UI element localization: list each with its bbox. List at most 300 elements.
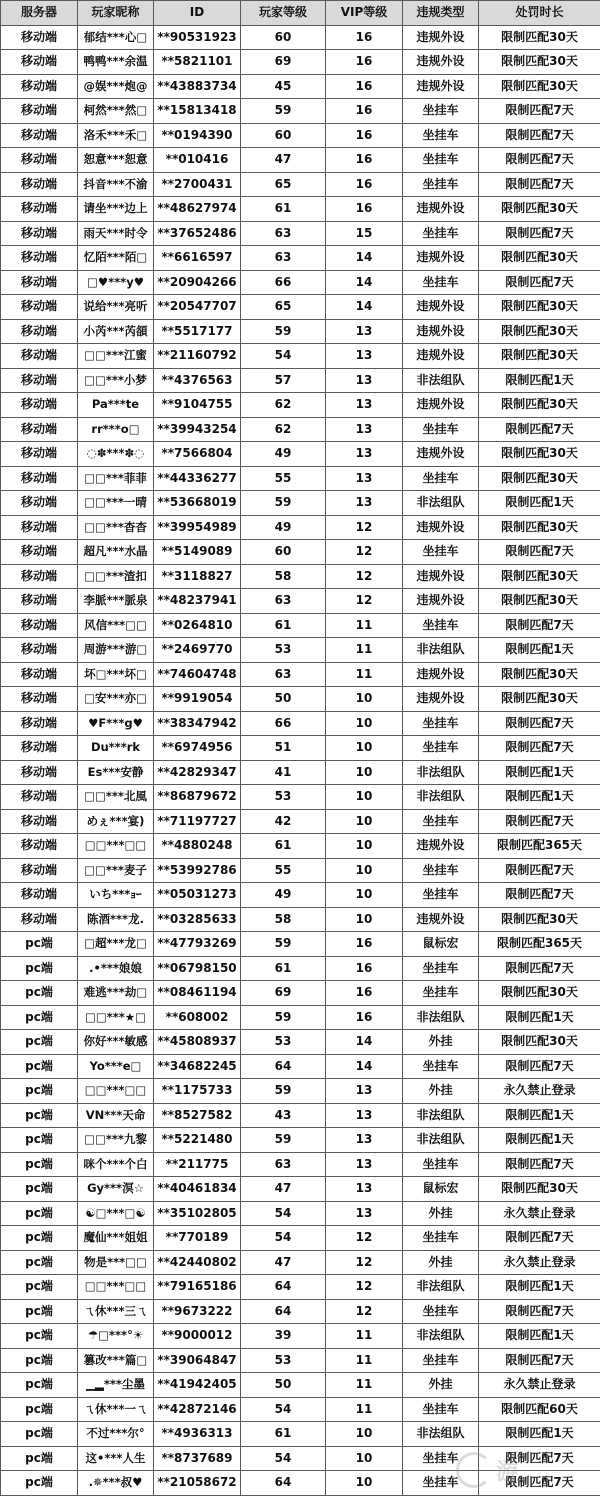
cell-vip-level: 10	[326, 687, 403, 712]
table-row	[1, 1299, 600, 1324]
cell-nickname: 小芮***芮頟	[78, 319, 154, 344]
cell-id: **5221480	[154, 1128, 241, 1153]
table-row	[1, 1226, 600, 1251]
cell-violation-type: 外挂	[403, 1079, 479, 1104]
cell-player-level: 61	[241, 956, 326, 981]
cell-penalty-duration: 限制匹配7天	[479, 417, 600, 442]
cell-id: **0194390	[154, 123, 241, 148]
cell-server: 移动端	[1, 25, 78, 50]
cell-vip-level: 11	[326, 662, 403, 687]
cell-id: **2469770	[154, 638, 241, 663]
cell-id: **90531923	[154, 25, 241, 50]
watermark-text: 游	[496, 1459, 519, 1485]
cell-vip-level: 11	[326, 1324, 403, 1349]
cell-vip-level: 12	[326, 564, 403, 589]
cell-vip-level: 12	[326, 515, 403, 540]
cell-id: **06798150	[154, 956, 241, 981]
cell-violation-type: 违规外设	[403, 295, 479, 320]
table-row	[1, 1471, 600, 1496]
cell-violation-type: 坐挂车	[403, 417, 479, 442]
cell-server: pc端	[1, 1250, 78, 1275]
cell-player-level: 58	[241, 907, 326, 932]
cell-server: 移动端	[1, 74, 78, 99]
table-row	[1, 613, 600, 638]
cell-vip-level: 15	[326, 221, 403, 246]
cell-nickname: 篡改***篇□	[78, 1348, 154, 1373]
cell-violation-type: 坐挂车	[403, 123, 479, 148]
cell-server: 移动端	[1, 491, 78, 516]
cell-violation-type: 坐挂车	[403, 99, 479, 124]
cell-id: **5149089	[154, 540, 241, 565]
cell-id: **2700431	[154, 172, 241, 197]
cell-player-level: 53	[241, 1348, 326, 1373]
cell-violation-type: 坐挂车	[403, 1226, 479, 1251]
cell-violation-type: 坐挂车	[403, 172, 479, 197]
cell-penalty-duration: 限制匹配1天	[479, 491, 600, 516]
cell-penalty-duration: 限制匹配7天	[479, 148, 600, 173]
cell-violation-type: 违规外设	[403, 687, 479, 712]
cell-id: **6974956	[154, 736, 241, 761]
cell-penalty-duration: 限制匹配30天	[479, 687, 600, 712]
cell-player-level: 63	[241, 221, 326, 246]
cell-penalty-duration: 限制匹配1天	[479, 1005, 600, 1030]
cell-server: pc端	[1, 1054, 78, 1079]
table-row	[1, 1005, 600, 1030]
cell-player-level: 60	[241, 540, 326, 565]
cell-penalty-duration: 限制匹配7天	[479, 540, 600, 565]
header-id: ID	[154, 1, 241, 26]
cell-violation-type: 违规外设	[403, 197, 479, 222]
cell-penalty-duration: 限制匹配30天	[479, 981, 600, 1006]
cell-player-level: 58	[241, 564, 326, 589]
cell-player-level: 59	[241, 491, 326, 516]
cell-nickname: 鸭鸭***余温	[78, 50, 154, 75]
cell-nickname: Gy***溟☆	[78, 1177, 154, 1202]
cell-violation-type: 外挂	[403, 1373, 479, 1398]
cell-id: **53668019	[154, 491, 241, 516]
cell-violation-type: 违规外设	[403, 74, 479, 99]
cell-violation-type: 坐挂车	[403, 1471, 479, 1496]
cell-nickname: □□***杳杳	[78, 515, 154, 540]
cell-id: **9919054	[154, 687, 241, 712]
cell-penalty-duration: 永久禁止登录	[479, 1201, 600, 1226]
cell-id: **211775	[154, 1152, 241, 1177]
cell-violation-type: 非法组队	[403, 1005, 479, 1030]
cell-violation-type: 外挂	[403, 1201, 479, 1226]
table-row	[1, 932, 600, 957]
cell-penalty-duration: 限制匹配365天	[479, 932, 600, 957]
table-row	[1, 442, 600, 467]
cell-server: 移动端	[1, 368, 78, 393]
cell-violation-type: 坐挂车	[403, 1054, 479, 1079]
cell-violation-type: 违规外设	[403, 589, 479, 614]
cell-violation-type: 非法组队	[403, 491, 479, 516]
cell-id: **08461194	[154, 981, 241, 1006]
cell-server: 移动端	[1, 466, 78, 491]
cell-vip-level: 10	[326, 736, 403, 761]
cell-player-level: 54	[241, 1201, 326, 1226]
cell-vip-level: 13	[326, 1201, 403, 1226]
cell-penalty-duration: 限制匹配7天	[479, 1446, 600, 1471]
cell-penalty-duration: 限制匹配7天	[479, 736, 600, 761]
cell-nickname: Yo***e□	[78, 1054, 154, 1079]
cell-id: **74604748	[154, 662, 241, 687]
cell-player-level: 61	[241, 1422, 326, 1447]
cell-vip-level: 16	[326, 25, 403, 50]
cell-id: **37652486	[154, 221, 241, 246]
table-row	[1, 956, 600, 981]
cell-id: **42872146	[154, 1397, 241, 1422]
cell-server: 移动端	[1, 613, 78, 638]
cell-nickname: □安***亦□	[78, 687, 154, 712]
cell-violation-type: 坐挂车	[403, 858, 479, 883]
table-row	[1, 858, 600, 883]
cell-player-level: 61	[241, 613, 326, 638]
cell-violation-type: 鼠标宏	[403, 932, 479, 957]
cell-player-level: 62	[241, 417, 326, 442]
cell-player-level: 63	[241, 246, 326, 271]
cell-penalty-duration: 限制匹配7天	[479, 1299, 600, 1324]
cell-server: 移动端	[1, 736, 78, 761]
cell-violation-type: 违规外设	[403, 344, 479, 369]
cell-player-level: 69	[241, 50, 326, 75]
cell-violation-type: 坐挂车	[403, 1446, 479, 1471]
cell-server: 移动端	[1, 172, 78, 197]
cell-player-level: 57	[241, 368, 326, 393]
cell-nickname: ◌✽***✽◌	[78, 442, 154, 467]
cell-violation-type: 违规外设	[403, 25, 479, 50]
cell-server: pc端	[1, 1373, 78, 1398]
cell-vip-level: 13	[326, 417, 403, 442]
cell-vip-level: 16	[326, 123, 403, 148]
cell-violation-type: 非法组队	[403, 368, 479, 393]
cell-nickname: 周游***游□	[78, 638, 154, 663]
cell-player-level: 55	[241, 858, 326, 883]
cell-server: pc端	[1, 932, 78, 957]
table-row	[1, 540, 600, 565]
cell-id: **53992786	[154, 858, 241, 883]
cell-nickname: □□***江蜜	[78, 344, 154, 369]
cell-server: pc端	[1, 1446, 78, 1471]
cell-penalty-duration: 限制匹配7天	[479, 1471, 600, 1496]
cell-id: **43883734	[154, 74, 241, 99]
cell-violation-type: 坐挂车	[403, 270, 479, 295]
cell-penalty-duration: 限制匹配1天	[479, 1103, 600, 1128]
cell-player-level: 64	[241, 1275, 326, 1300]
cell-penalty-duration: 限制匹配1天	[479, 760, 600, 785]
cell-vip-level: 12	[326, 1299, 403, 1324]
cell-vip-level: 13	[326, 1152, 403, 1177]
table-row	[1, 907, 600, 932]
cell-violation-type: 违规外设	[403, 319, 479, 344]
cell-id: **9673222	[154, 1299, 241, 1324]
cell-server: 移动端	[1, 540, 78, 565]
table-row	[1, 344, 600, 369]
cell-id: **010416	[154, 148, 241, 173]
cell-nickname: 陈酒***龙.	[78, 907, 154, 932]
cell-violation-type: 违规外设	[403, 564, 479, 589]
cell-vip-level: 14	[326, 246, 403, 271]
cell-id: **34682245	[154, 1054, 241, 1079]
table-row	[1, 785, 600, 810]
cell-penalty-duration: 限制匹配1天	[479, 638, 600, 663]
table-row	[1, 417, 600, 442]
table-row	[1, 1348, 600, 1373]
header-vip-level: VIP等级	[326, 1, 403, 26]
cell-penalty-duration: 限制匹配7天	[479, 123, 600, 148]
cell-nickname: めぇ***宴)	[78, 809, 154, 834]
table-row	[1, 1103, 600, 1128]
cell-nickname: ㄟ休***三ㄟ	[78, 1299, 154, 1324]
header-player-level: 玩家等级	[241, 1, 326, 26]
cell-player-level: 66	[241, 270, 326, 295]
cell-id: **0264810	[154, 613, 241, 638]
cell-player-level: 64	[241, 1299, 326, 1324]
cell-vip-level: 10	[326, 834, 403, 859]
cell-nickname: □□***□□	[78, 1079, 154, 1104]
cell-server: pc端	[1, 1397, 78, 1422]
cell-penalty-duration: 限制匹配7天	[479, 1054, 600, 1079]
cell-id: **21160792	[154, 344, 241, 369]
cell-id: **21058672	[154, 1471, 241, 1496]
cell-nickname: いち***ｮｰ	[78, 883, 154, 908]
cell-player-level: 60	[241, 25, 326, 50]
cell-vip-level: 10	[326, 858, 403, 883]
cell-penalty-duration: 限制匹配7天	[479, 270, 600, 295]
table-row	[1, 368, 600, 393]
cell-player-level: 41	[241, 760, 326, 785]
cell-player-level: 49	[241, 442, 326, 467]
cell-nickname: Pa***te	[78, 393, 154, 418]
cell-penalty-duration: 限制匹配30天	[479, 442, 600, 467]
cell-violation-type: 非法组队	[403, 1422, 479, 1447]
cell-server: 移动端	[1, 123, 78, 148]
cell-penalty-duration: 限制匹配1天	[479, 785, 600, 810]
cell-nickname: 风信***□□	[78, 613, 154, 638]
cell-nickname: rr***o□	[78, 417, 154, 442]
cell-nickname: □□***□□	[78, 1275, 154, 1300]
cell-id: **8527582	[154, 1103, 241, 1128]
cell-player-level: 62	[241, 393, 326, 418]
cell-id: **9000012	[154, 1324, 241, 1349]
cell-nickname: 魔仙***姐姐	[78, 1226, 154, 1251]
cell-player-level: 54	[241, 344, 326, 369]
cell-player-level: 51	[241, 736, 326, 761]
cell-violation-type: 坐挂车	[403, 809, 479, 834]
cell-violation-type: 坐挂车	[403, 1397, 479, 1422]
cell-nickname: Es***安静	[78, 760, 154, 785]
cell-player-level: 47	[241, 148, 326, 173]
cell-id: **44336277	[154, 466, 241, 491]
cell-vip-level: 10	[326, 1446, 403, 1471]
cell-id: **79165186	[154, 1275, 241, 1300]
cell-player-level: 49	[241, 515, 326, 540]
cell-penalty-duration: 限制匹配30天	[479, 589, 600, 614]
cell-player-level: 53	[241, 1030, 326, 1055]
cell-penalty-duration: 限制匹配30天	[479, 515, 600, 540]
table-row	[1, 123, 600, 148]
cell-server: pc端	[1, 1422, 78, 1447]
cell-penalty-duration: 限制匹配30天	[479, 344, 600, 369]
table-row	[1, 1422, 600, 1447]
cell-server: 移动端	[1, 809, 78, 834]
table-row	[1, 1152, 600, 1177]
table-row	[1, 687, 600, 712]
cell-penalty-duration: 限制匹配30天	[479, 50, 600, 75]
cell-penalty-duration: 限制匹配7天	[479, 711, 600, 736]
cell-vip-level: 16	[326, 99, 403, 124]
cell-vip-level: 14	[326, 1054, 403, 1079]
cell-violation-type: 外挂	[403, 1030, 479, 1055]
cell-penalty-duration: 限制匹配1天	[479, 1422, 600, 1447]
cell-vip-level: 14	[326, 270, 403, 295]
cell-violation-type: 非法组队	[403, 1324, 479, 1349]
table-row	[1, 1177, 600, 1202]
cell-player-level: 59	[241, 932, 326, 957]
cell-vip-level: 13	[326, 1177, 403, 1202]
cell-server: 移动端	[1, 246, 78, 271]
cell-player-level: 47	[241, 1177, 326, 1202]
cell-server: pc端	[1, 1324, 78, 1349]
cell-vip-level: 10	[326, 907, 403, 932]
cell-nickname: 李脈***脈泉	[78, 589, 154, 614]
cell-violation-type: 非法组队	[403, 760, 479, 785]
cell-penalty-duration: 永久禁止登录	[479, 1250, 600, 1275]
cell-vip-level: 10	[326, 883, 403, 908]
cell-server: pc端	[1, 1030, 78, 1055]
table-row	[1, 221, 600, 246]
header-server: 服务器	[1, 1, 78, 26]
cell-server: pc端	[1, 1275, 78, 1300]
table-row	[1, 1128, 600, 1153]
table-row	[1, 662, 600, 687]
cell-penalty-duration: 限制匹配30天	[479, 907, 600, 932]
cell-server: 移动端	[1, 907, 78, 932]
cell-id: **7566804	[154, 442, 241, 467]
cell-nickname: □□***★□	[78, 1005, 154, 1030]
cell-violation-type: 坐挂车	[403, 221, 479, 246]
cell-penalty-duration: 限制匹配365天	[479, 834, 600, 859]
cell-id: **3118827	[154, 564, 241, 589]
cell-penalty-duration: 限制匹配30天	[479, 564, 600, 589]
table-row	[1, 1201, 600, 1226]
cell-violation-type: 违规外设	[403, 393, 479, 418]
cell-nickname: 抖音***不渝	[78, 172, 154, 197]
header-violation-type: 违规类型	[403, 1, 479, 26]
cell-violation-type: 非法组队	[403, 638, 479, 663]
header-row	[1, 1, 600, 26]
cell-id: **39064847	[154, 1348, 241, 1373]
cell-server: 移动端	[1, 883, 78, 908]
cell-id: **15813418	[154, 99, 241, 124]
cell-server: pc端	[1, 1079, 78, 1104]
table-row	[1, 1324, 600, 1349]
table-row	[1, 1275, 600, 1300]
cell-nickname: @娱***炮@	[78, 74, 154, 99]
table-row	[1, 319, 600, 344]
cell-player-level: 59	[241, 1128, 326, 1153]
table-row	[1, 99, 600, 124]
cell-penalty-duration: 限制匹配7天	[479, 613, 600, 638]
cell-vip-level: 13	[326, 1079, 403, 1104]
cell-vip-level: 13	[326, 466, 403, 491]
cell-violation-type: 坐挂车	[403, 540, 479, 565]
cell-server: pc端	[1, 1201, 78, 1226]
cell-penalty-duration: 限制匹配30天	[479, 25, 600, 50]
cell-vip-level: 13	[326, 1103, 403, 1128]
cell-nickname: □□***菲菲	[78, 466, 154, 491]
cell-vip-level: 13	[326, 1128, 403, 1153]
cell-nickname: ▁▂***尘墨	[78, 1373, 154, 1398]
cell-id: **5821101	[154, 50, 241, 75]
table-body	[1, 25, 600, 1495]
cell-vip-level: 11	[326, 638, 403, 663]
cell-player-level: 66	[241, 711, 326, 736]
cell-server: pc端	[1, 1128, 78, 1153]
table-row	[1, 148, 600, 173]
cell-id: **4376563	[154, 368, 241, 393]
cell-nickname: 难逃***劫□	[78, 981, 154, 1006]
cell-id: **20904266	[154, 270, 241, 295]
table-row	[1, 393, 600, 418]
cell-player-level: 55	[241, 466, 326, 491]
cell-vip-level: 11	[326, 1348, 403, 1373]
cell-vip-level: 16	[326, 932, 403, 957]
cell-player-level: 45	[241, 74, 326, 99]
table-row	[1, 246, 600, 271]
table-row	[1, 74, 600, 99]
cell-vip-level: 16	[326, 197, 403, 222]
cell-violation-type: 违规外设	[403, 834, 479, 859]
cell-player-level: 59	[241, 99, 326, 124]
cell-server: 移动端	[1, 148, 78, 173]
cell-violation-type: 违规外设	[403, 50, 479, 75]
cell-nickname: □□***麦子	[78, 858, 154, 883]
cell-id: **42440802	[154, 1250, 241, 1275]
cell-player-level: 60	[241, 123, 326, 148]
cell-vip-level: 10	[326, 711, 403, 736]
cell-server: 移动端	[1, 417, 78, 442]
cell-server: 移动端	[1, 589, 78, 614]
cell-player-level: 63	[241, 1152, 326, 1177]
cell-id: **45808937	[154, 1030, 241, 1055]
cell-vip-level: 13	[326, 442, 403, 467]
cell-penalty-duration: 限制匹配7天	[479, 1226, 600, 1251]
cell-vip-level: 14	[326, 1030, 403, 1055]
cell-id: **48237941	[154, 589, 241, 614]
cell-id: **86879672	[154, 785, 241, 810]
cell-server: 移动端	[1, 638, 78, 663]
cell-player-level: 65	[241, 172, 326, 197]
cell-server: 移动端	[1, 711, 78, 736]
cell-nickname: 说给***亮听	[78, 295, 154, 320]
cell-penalty-duration: 限制匹配30天	[479, 466, 600, 491]
cell-server: 移动端	[1, 221, 78, 246]
cell-violation-type: 外挂	[403, 1250, 479, 1275]
cell-vip-level: 13	[326, 319, 403, 344]
cell-penalty-duration: 限制匹配1天	[479, 1275, 600, 1300]
cell-vip-level: 12	[326, 1250, 403, 1275]
cell-player-level: 54	[241, 1446, 326, 1471]
table-row	[1, 981, 600, 1006]
cell-vip-level: 13	[326, 344, 403, 369]
cell-violation-type: 坐挂车	[403, 736, 479, 761]
cell-violation-type: 非法组队	[403, 785, 479, 810]
cell-penalty-duration: 限制匹配7天	[479, 221, 600, 246]
cell-violation-type: 坐挂车	[403, 1299, 479, 1324]
cell-violation-type: 鼠标宏	[403, 1177, 479, 1202]
cell-id: **39943254	[154, 417, 241, 442]
